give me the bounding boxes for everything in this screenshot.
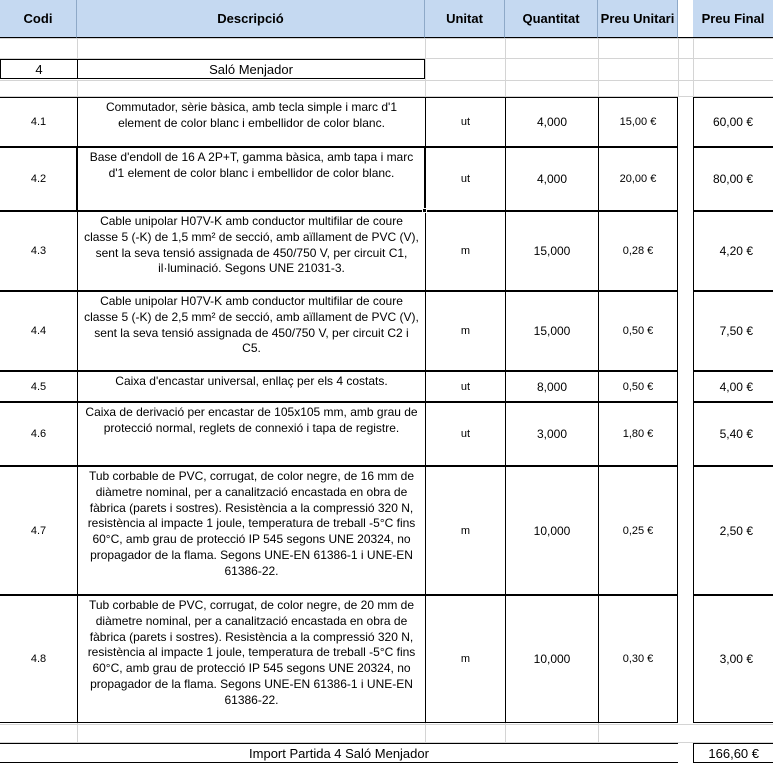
header-description[interactable]: Descripció bbox=[77, 0, 425, 38]
gridline bbox=[77, 723, 78, 743]
gridline bbox=[598, 723, 599, 743]
gridline bbox=[505, 723, 506, 743]
cell-final-price[interactable]: 4,00 € bbox=[693, 371, 773, 402]
cell-unit-price[interactable]: 0,50 € bbox=[598, 371, 678, 402]
cell-description[interactable]: Tub corbable de PVC, corrugat, de color negre, de 16 mm de diàmetre nominal, per a canalització encastada en obra de fàbrica (parets i sostres). Resistència a la compressió 320 N, resistència al impacte 1 joule, temperatura de treball -5°C fins 60°C, amb grau de protecció IP 545 segons UNE 20324, no propagador de la flama. Segons UNE-EN 61386-1 i UNE-EN 61386-22. bbox=[77, 466, 425, 595]
cell-quantity[interactable]: 4,000 bbox=[505, 147, 598, 211]
cell-final-price[interactable]: 7,50 € bbox=[693, 291, 773, 371]
cell-final-price[interactable]: 4,20 € bbox=[693, 211, 773, 291]
cell-unit[interactable]: m bbox=[425, 466, 505, 595]
gridline bbox=[505, 38, 506, 97]
cell-description[interactable]: Base d'endoll de 16 A 2P+T, gamma bàsica, amb tapa i marc d'1 element de color blanc i embellidor de color blanc. bbox=[77, 147, 425, 211]
gridline bbox=[0, 58, 773, 59]
header-final-price[interactable]: Preu Final bbox=[693, 0, 773, 38]
cell-unit[interactable]: ut bbox=[425, 147, 505, 211]
header-code[interactable]: Codi bbox=[0, 0, 77, 38]
gridline bbox=[0, 724, 773, 725]
cell-final-price[interactable]: 60,00 € bbox=[693, 97, 773, 147]
gridline bbox=[693, 38, 694, 97]
cell-quantity[interactable]: 10,000 bbox=[505, 466, 598, 595]
cell-unit-price[interactable]: 20,00 € bbox=[598, 147, 678, 211]
header-spacer bbox=[678, 0, 693, 38]
gridline bbox=[0, 96, 773, 97]
cell-unit[interactable]: m bbox=[425, 595, 505, 723]
cell-unit-price[interactable]: 15,00 € bbox=[598, 97, 678, 147]
gridline bbox=[425, 38, 426, 97]
cell-unit[interactable]: ut bbox=[425, 402, 505, 466]
cell-unit[interactable]: ut bbox=[425, 97, 505, 147]
cell-final-price[interactable]: 80,00 € bbox=[693, 147, 773, 211]
cell-code[interactable]: 4.4 bbox=[0, 291, 77, 371]
header-quantity[interactable]: Quantitat bbox=[505, 0, 598, 38]
total-label[interactable]: Import Partida 4 Saló Menjador bbox=[0, 743, 678, 763]
cell-unit-price[interactable]: 0,28 € bbox=[598, 211, 678, 291]
cell-quantity[interactable]: 3,000 bbox=[505, 402, 598, 466]
cell-unit-price[interactable]: 0,25 € bbox=[598, 466, 678, 595]
cell-unit-price[interactable]: 0,50 € bbox=[598, 291, 678, 371]
cell-unit-price[interactable]: 0,30 € bbox=[598, 595, 678, 723]
gridline bbox=[77, 80, 78, 97]
cell-quantity[interactable]: 4,000 bbox=[505, 97, 598, 147]
header-unit-price[interactable]: Preu Unitari bbox=[598, 0, 678, 38]
cell-description[interactable]: Tub corbable de PVC, corrugat, de color negre, de 20 mm de diàmetre nominal, per a canalització encastada en obra de fàbrica (parets i sostres). Resistència a la compressió 320 N, resistència al impacte 1 joule, temperatura de treball -5°C fins 60°C, amb grau de protecció IP 545 segons UNE 20324, no propagador de la flama. Segons UNE-EN 61386-1 i UNE-EN 61386-22. bbox=[77, 595, 425, 723]
gridline bbox=[678, 38, 679, 97]
gridline bbox=[0, 80, 773, 81]
cell-final-price[interactable]: 2,50 € bbox=[693, 466, 773, 595]
cell-final-price[interactable]: 3,00 € bbox=[693, 595, 773, 723]
cell-description[interactable]: Cable unipolar H07V-K amb conductor multifilar de coure classe 5 (-K) de 2,5 mm² de secció, amb aïllament de PVC (V), sent la seva tensió assignada de 450/750 V, per circuit C2 i C5. bbox=[77, 291, 425, 371]
gridline bbox=[425, 723, 426, 743]
cell-unit[interactable]: m bbox=[425, 291, 505, 371]
cell-unit[interactable]: ut bbox=[425, 371, 505, 402]
cell-quantity[interactable]: 15,000 bbox=[505, 291, 598, 371]
cell-code[interactable]: 4.2 bbox=[0, 147, 77, 211]
section-code[interactable]: 4 bbox=[0, 59, 77, 79]
gridline bbox=[77, 38, 78, 59]
cell-description[interactable]: Cable unipolar H07V-K amb conductor multifilar de coure classe 5 (-K) de 1,5 mm² de secció, amb aïllament de PVC (V), sent la seva tensió assignada de 450/750 V, per circuit C1, il·luminació. Segons UNE 21031-3. bbox=[77, 211, 425, 291]
cell-quantity[interactable]: 15,000 bbox=[505, 211, 598, 291]
cell-code[interactable]: 4.1 bbox=[0, 97, 77, 147]
cell-code[interactable]: 4.5 bbox=[0, 371, 77, 402]
gridline bbox=[0, 38, 773, 39]
cell-unit-price[interactable]: 1,80 € bbox=[598, 402, 678, 466]
total-value[interactable]: 166,60 € bbox=[693, 743, 773, 763]
cell-code[interactable]: 4.6 bbox=[0, 402, 77, 466]
cell-quantity[interactable]: 8,000 bbox=[505, 371, 598, 402]
cell-description[interactable]: Caixa de derivació per encastar de 105x105 mm, amb grau de protecció normal, reglets de connexió i tapa de registre. bbox=[77, 402, 425, 466]
section-title[interactable]: Saló Menjador bbox=[77, 59, 425, 79]
cell-description[interactable]: Caixa d'encastar universal, enllaç per els 4 costats. bbox=[77, 371, 425, 402]
cell-final-price[interactable]: 5,40 € bbox=[693, 402, 773, 466]
cell-description[interactable]: Commutador, sèrie bàsica, amb tecla simple i marc d'1 element de color blanc i embellidor de color blanc. bbox=[77, 97, 425, 147]
cell-code[interactable]: 4.3 bbox=[0, 211, 77, 291]
cell-code[interactable]: 4.8 bbox=[0, 595, 77, 723]
gridline bbox=[598, 38, 599, 97]
cell-code[interactable]: 4.7 bbox=[0, 466, 77, 595]
cell-unit[interactable]: m bbox=[425, 211, 505, 291]
header-unit[interactable]: Unitat bbox=[425, 0, 505, 38]
cell-quantity[interactable]: 10,000 bbox=[505, 595, 598, 723]
fill-handle[interactable] bbox=[422, 208, 427, 213]
cell-selection-outline bbox=[76, 146, 426, 212]
